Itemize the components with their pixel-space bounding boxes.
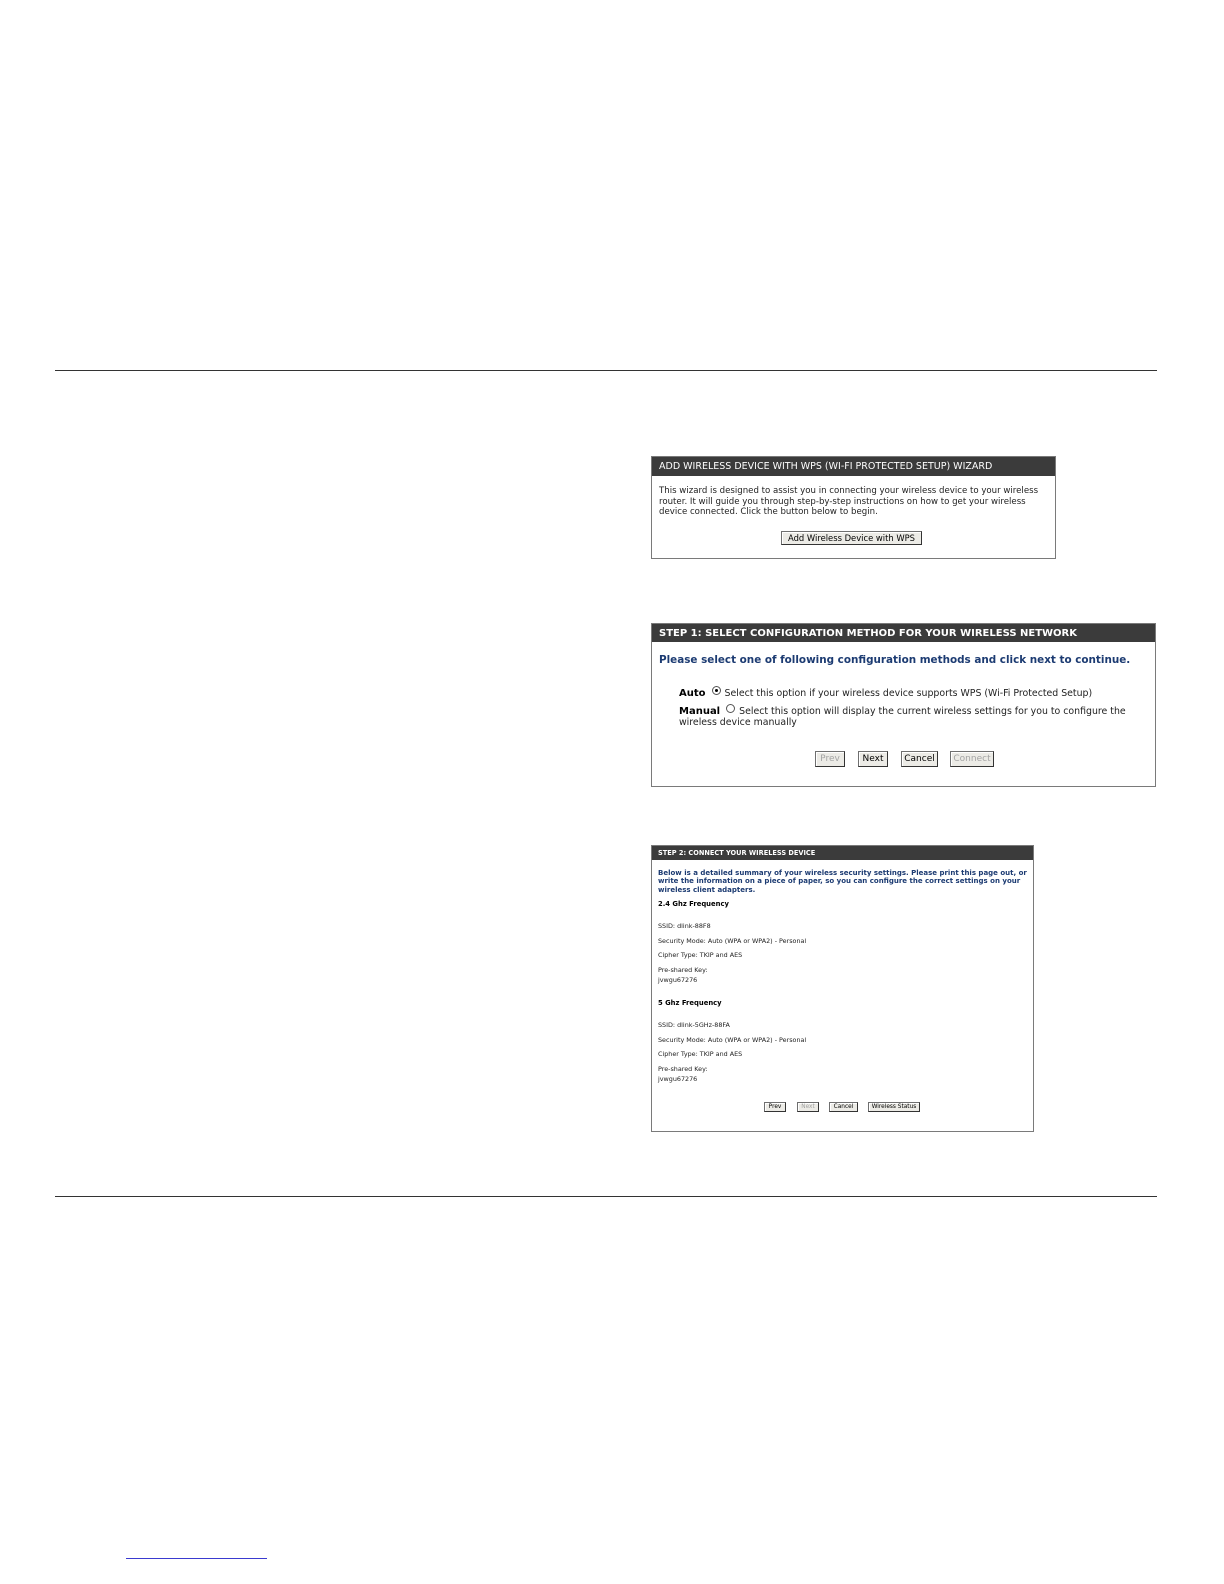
add-wireless-device-wps-button[interactable]: Add Wireless Device with WPS xyxy=(781,531,922,545)
band-24-cipher-type: Cipher Type: TKIP and AES xyxy=(658,951,743,959)
step1-header: STEP 1: SELECT CONFIGURATION METHOD FOR YOUR WIRELESS NETWORK xyxy=(652,624,1155,642)
band-5-key-label: Pre-shared Key: xyxy=(658,1065,708,1073)
band-5-ssid: SSID: dlink-5GHz-88FA xyxy=(658,1021,730,1029)
wireless-status-button[interactable]: Wireless Status xyxy=(868,1102,920,1112)
auto-label: Auto xyxy=(679,688,706,699)
band-24-ssid: SSID: dlink-88F8 xyxy=(658,922,711,930)
band-24-security-mode: Security Mode: Auto (WPA or WPA2) - Personal xyxy=(658,937,807,945)
step1-prompt: Please select one of following configuration methods and click next to continue. xyxy=(659,654,1131,666)
band-5-title: 5 Ghz Frequency xyxy=(658,999,722,1007)
manual-label: Manual xyxy=(679,706,721,717)
step1-next-button[interactable]: Next xyxy=(858,751,888,767)
manual-radio[interactable] xyxy=(726,704,735,713)
bottom-divider xyxy=(55,1196,1157,1197)
band-24-key: jvwgu67276 xyxy=(658,976,698,984)
band-5-security-mode: Security Mode: Auto (WPA or WPA2) - Personal xyxy=(658,1036,807,1044)
step1-cancel-button[interactable]: Cancel xyxy=(901,751,938,767)
step2-header: STEP 2: CONNECT YOUR WIRELESS DEVICE xyxy=(652,846,1033,860)
manual-option xyxy=(679,704,1149,728)
step1-panel xyxy=(651,623,1156,787)
wps-wizard-description: This wizard is designed to assist you in connecting your wireless device to your wireless router. It will guide you through step-by-step instructions on how to get your wireless device connected. Click the button below to begin. xyxy=(659,486,1039,517)
band-5-cipher-type: Cipher Type: TKIP and AES xyxy=(658,1050,743,1058)
wps-wizard-header: ADD WIRELESS DEVICE WITH WPS (WI-FI PROTECTED SETUP) WIZARD xyxy=(652,457,1055,476)
auto-description: Select this option if your wireless device supports WPS (Wi-Fi Protected Setup) xyxy=(724,688,1093,699)
step2-next-button[interactable]: Next xyxy=(797,1102,819,1112)
step2-panel xyxy=(651,845,1034,1132)
footer-link-underline[interactable] xyxy=(126,1558,267,1559)
step2-cancel-button[interactable]: Cancel xyxy=(829,1102,858,1112)
step2-prev-button[interactable]: Prev xyxy=(764,1102,786,1112)
band-24-title: 2.4 Ghz Frequency xyxy=(658,900,729,908)
step2-summary: Below is a detailed summary of your wireless security settings. Please print this page out, or write the information on a piece of paper, so you can configure the correct settings on your wireless client adapters. xyxy=(658,869,1027,894)
auto-radio[interactable] xyxy=(712,686,721,695)
band-24-key-label: Pre-shared Key: xyxy=(658,966,708,974)
step1-prev-button[interactable]: Prev xyxy=(815,751,845,767)
wps-wizard-panel xyxy=(651,456,1056,559)
auto-option xyxy=(679,686,1092,699)
band-5-key: jvwgu67276 xyxy=(658,1075,698,1083)
step1-connect-button[interactable]: Connect xyxy=(950,751,994,767)
top-divider xyxy=(55,370,1157,371)
manual-description: Select this option will display the current wireless settings for you to configure the wireless device manually xyxy=(679,706,1126,728)
